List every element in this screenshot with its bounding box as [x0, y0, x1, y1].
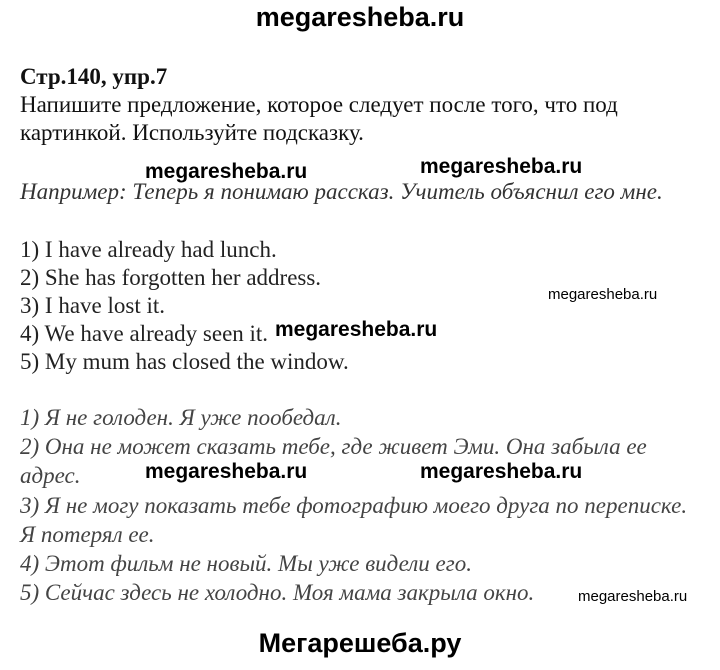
- watermark-mid: megaresheba.ru: [145, 160, 308, 183]
- watermark-small: megaresheba.ru: [578, 588, 688, 605]
- instruction-line: Напишите предложение, которое следует после того, что под: [20, 92, 618, 117]
- instruction-line: картинкой. Используйте подсказку.: [20, 120, 364, 145]
- answer-en: 3) I have lost it.: [20, 293, 165, 318]
- watermark-top: megaresheba.ru: [255, 2, 465, 32]
- answer-ru: 1) Я не голоден. Я уже пообедал.: [20, 405, 342, 430]
- answer-en: 2) She has forgotten her address.: [20, 265, 322, 290]
- watermark-bottom: Мегарешеба.ру: [258, 628, 462, 658]
- example-sentence: Например: Теперь я понимаю рассказ. Учитель объяснил его мне.: [20, 179, 663, 204]
- watermark-mid: megaresheba.ru: [420, 155, 583, 178]
- answer-en: 4) We have already seen it.: [20, 321, 269, 346]
- watermark-small: megaresheba.ru: [548, 286, 658, 303]
- answer-ru: 5) Сейчас здесь не холодно. Моя мама закрыла окно.: [20, 580, 535, 605]
- answer-en: 1) I have already had lunch.: [20, 237, 277, 262]
- answer-en: 5) My mum has closed the window.: [20, 349, 349, 374]
- answer-ru: 4) Этот фильм не новый. Мы уже видели его.: [20, 551, 472, 576]
- answer-ru: Я потерял ее.: [20, 522, 155, 547]
- watermark-mid: megaresheba.ru: [275, 318, 438, 341]
- watermark-mid: megaresheba.ru: [145, 460, 308, 483]
- answer-ru: 2) Она не может сказать тебе, где живет Эми. Она забыла ее: [20, 434, 647, 459]
- exercise-title: Стр.140, упр.7: [20, 64, 168, 89]
- watermark-mid: megaresheba.ru: [420, 460, 583, 483]
- answer-ru: 3) Я не могу показать тебе фотографию моего друга по переписке.: [20, 493, 688, 518]
- answer-ru: адрес.: [20, 463, 81, 488]
